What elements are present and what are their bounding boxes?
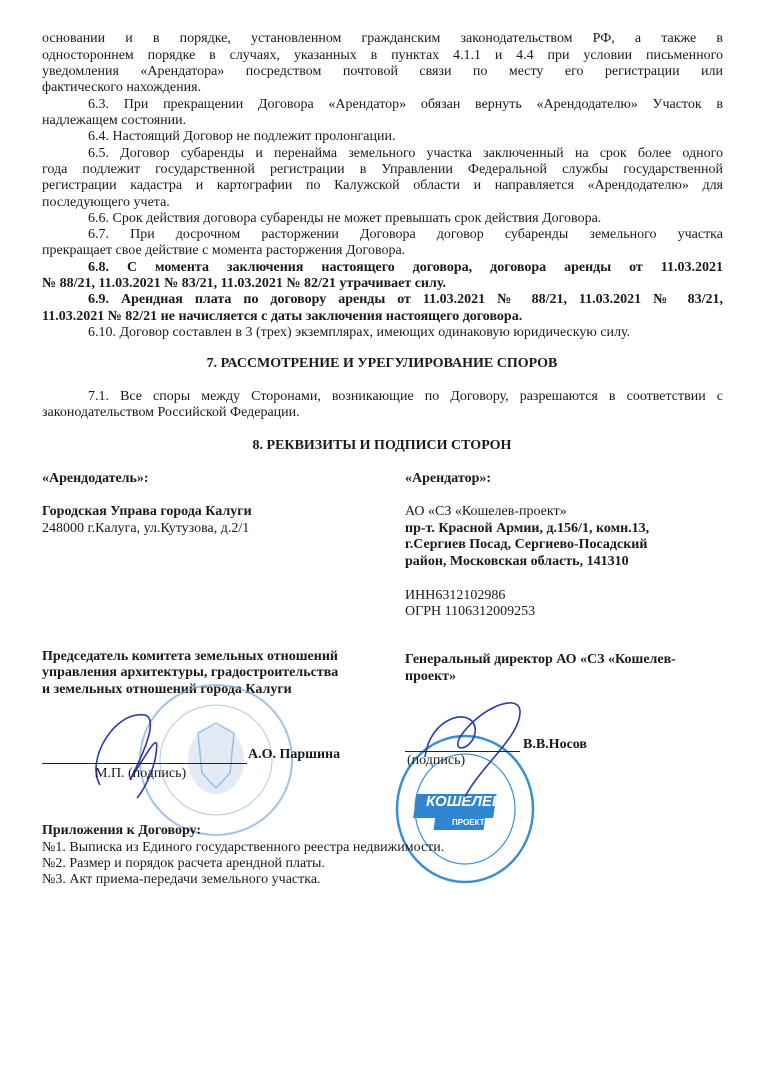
text-line: надлежащем состоянии.: [42, 113, 187, 128]
tenant-inn: ИНН6312102986: [405, 588, 506, 603]
tenant-signature-line: [405, 751, 520, 752]
text-line: года подлежит государственной регистрации в Управлении Федеральной службы государственной: [42, 162, 723, 177]
text-line: основании и в порядке, установленном гражданским законодательством РФ, а также в: [42, 31, 723, 46]
clause-7-1: 7.1. Все споры между Сторонами, возникающие по Договору, разрешаются в соответствии с: [88, 389, 723, 404]
appendix-item: №1. Выписка из Единого государственного реестра недвижимости.: [42, 840, 445, 855]
stamp-logo: КОШЕЛЕВ: [426, 793, 503, 810]
text-line: последующего учета.: [42, 195, 170, 210]
stamp-logo-sub: ПРОЕКТ: [452, 818, 485, 827]
tenant-position-line: проект»: [405, 669, 457, 684]
section-7-heading: 7. РАССМОТРЕНИЕ И УРЕГУЛИРОВАНИЕ СПОРОВ: [206, 356, 558, 371]
tenant-label: «Арендатор»:: [405, 471, 492, 486]
text-line: регистрации кадастра и картографии по Калужской области и направляется «Арендодателю» для: [42, 178, 723, 193]
section-8-heading: 8. РЕКВИЗИТЫ И ПОДПИСИ СТОРОН: [252, 438, 512, 453]
tenant-address-line: пр-т. Красной Армии, д.156/1, комн.13,: [405, 521, 650, 536]
clause-6-4: 6.4. Настоящий Договор не подлежит пролонгации.: [88, 129, 396, 144]
text-line: 11.03.2021 № 82/21 не начисляется с даты заключения настоящего договора.: [42, 309, 523, 324]
landlord-signature: [85, 700, 195, 800]
text-line: прекращает свое действие с момента расторжения Договора.: [42, 243, 406, 258]
text-line: фактического нахождения.: [42, 80, 202, 95]
text-line: № 88/21, 11.03.2021 № 83/21, 11.03.2021 № 82/21 утрачивает силу.: [42, 276, 446, 291]
landlord-position-line: и земельных отношений города Калуги: [42, 682, 292, 697]
clause-6-6: 6.6. Срок действия договора субаренды не может превышать срок действия Договора.: [88, 211, 602, 226]
clause-6-9: 6.9. Арендная плата по договору аренды от 11.03.2021 № 88/21, 11.03.2021 № 83/21,: [88, 292, 723, 307]
tenant-address-line: район, Московская область, 141310: [405, 554, 629, 569]
clause-6-3: 6.3. При прекращении Договора «Арендатор» обязан вернуть «Арендодателю» Участок в: [88, 97, 723, 112]
tenant-ogrn: ОГРН 1106312009253: [405, 604, 536, 619]
clause-6-5: 6.5. Договор субаренды и перенайма земельного участка заключенный на срок более одного: [88, 146, 723, 161]
landlord-position-line: управления архитектуры, градостроительства: [42, 665, 339, 680]
tenant-sign-caption: (подпись): [407, 753, 466, 768]
tenant-address-line: г.Сергиев Посад, Сергиево-Посадский: [405, 537, 648, 552]
landlord-label: «Арендодатель»:: [42, 471, 149, 486]
landlord-address: 248000 г.Калуга, ул.Кутузова, д.2/1: [42, 521, 250, 536]
appendix-item: №3. Акт приема-передачи земельного участка.: [42, 872, 321, 887]
clause-6-7: 6.7. При досрочном расторжении Договора договор субаренды земельного участка: [88, 227, 723, 242]
clause-6-10: 6.10. Договор составлен в 3 (трех) экземплярах, имеющих одинаковую юридическую силу.: [88, 325, 631, 340]
tenant-name: АО «СЗ «Кошелев-проект»: [405, 504, 567, 519]
landlord-name: Городская Управа города Калуги: [42, 504, 252, 519]
tenant-position-line: Генеральный директор АО «СЗ «Кошелев-: [405, 652, 676, 667]
landlord-signature-line: [42, 763, 247, 764]
landlord-position-line: Председатель комитета земельных отношений: [42, 649, 338, 664]
tenant-signer: В.В.Носов: [523, 737, 587, 752]
landlord-sign-caption: М.П. (подпись): [95, 766, 187, 781]
landlord-signer: А.О. Паршина: [248, 747, 341, 762]
appendix-heading: Приложения к Договору:: [42, 823, 202, 838]
text-line: одностороннем порядке в случаях, указанных в пунктах 4.1.1 и 4.4 при условии письменного: [42, 48, 723, 63]
text-line: законодательством Российской Федерации.: [42, 405, 300, 420]
text-line: уведомления «Арендатора» посредством почтовой связи по месту его регистрации или: [42, 64, 723, 79]
clause-6-8: 6.8. С момента заключения настоящего договора, договора аренды от 11.03.2021: [88, 260, 723, 275]
appendix-item: №2. Размер и порядок расчета арендной платы.: [42, 856, 325, 871]
